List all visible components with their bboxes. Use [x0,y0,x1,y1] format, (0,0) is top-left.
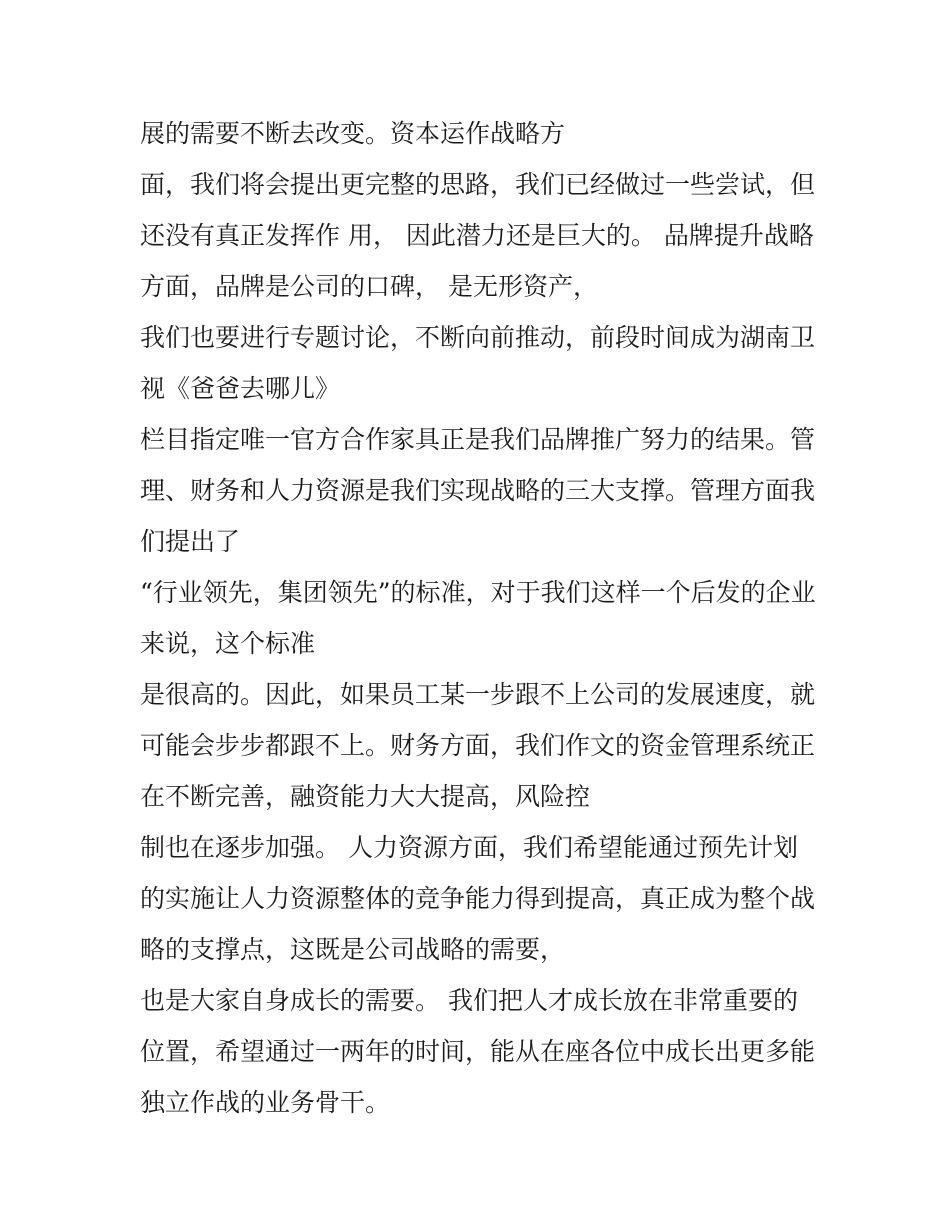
text-line: 展的需要不断去改变。资本运作战略方 [140,119,566,148]
text-line: 可能会步步都跟不上。财务方面，我们作文的资金管理系统正 [140,731,816,760]
text-line: 们提出了 [140,527,241,556]
text-line: 理、财务和人力资源是我们实现战略的三大支撑。管理方面我 [140,476,816,505]
text-line: 独立作战的业务骨干。 [140,1088,391,1117]
text-line: 我们也要进行专题讨论，不断向前推动，前段时间成为湖南卫 [140,323,816,352]
text-line: 也是大家自身成长的需要。 我们把人才成长放在非常重要的 [140,986,798,1015]
text-line: 是很高的。因此，如果员工某一步跟不上公司的发展速度，就 [140,680,816,709]
text-line: 视《爸爸去哪儿》 [140,374,341,403]
text-line: 制也在逐步加强。 人力资源方面，我们希望能通过预先计划 [140,833,798,862]
text-line: 栏目指定唯一官方合作家具正是我们品牌推广努力的结果。管 [140,425,816,454]
text-line: 来说，这个标准 [140,629,316,658]
text-line: 略的支撑点，这既是公司战略的需要， [140,935,566,964]
text-line: 在不断完善，融资能力大大提高，风险控 [140,782,591,811]
text-line: 位置，希望通过一两年的时间，能从在座各位中成长出更多能 [140,1037,816,1066]
text-line: 的实施让人力资源整体的竞争能力得到提高，真正成为整个战 [140,884,816,913]
text-line: 还没有真正发挥作 用， 因此潜力还是巨大的。 品牌提升战略 [140,221,814,250]
body-text [140,108,830,1128]
text-line: 面，我们将会提出更完整的思路，我们已经做过一些尝试，但 [140,170,816,199]
text-line: 方面，品牌是公司的口碑， 是无形资产， [140,272,598,301]
text-line: “行业领先，集团领先”的标准，对于我们这样一个后发的企业 [140,578,816,607]
